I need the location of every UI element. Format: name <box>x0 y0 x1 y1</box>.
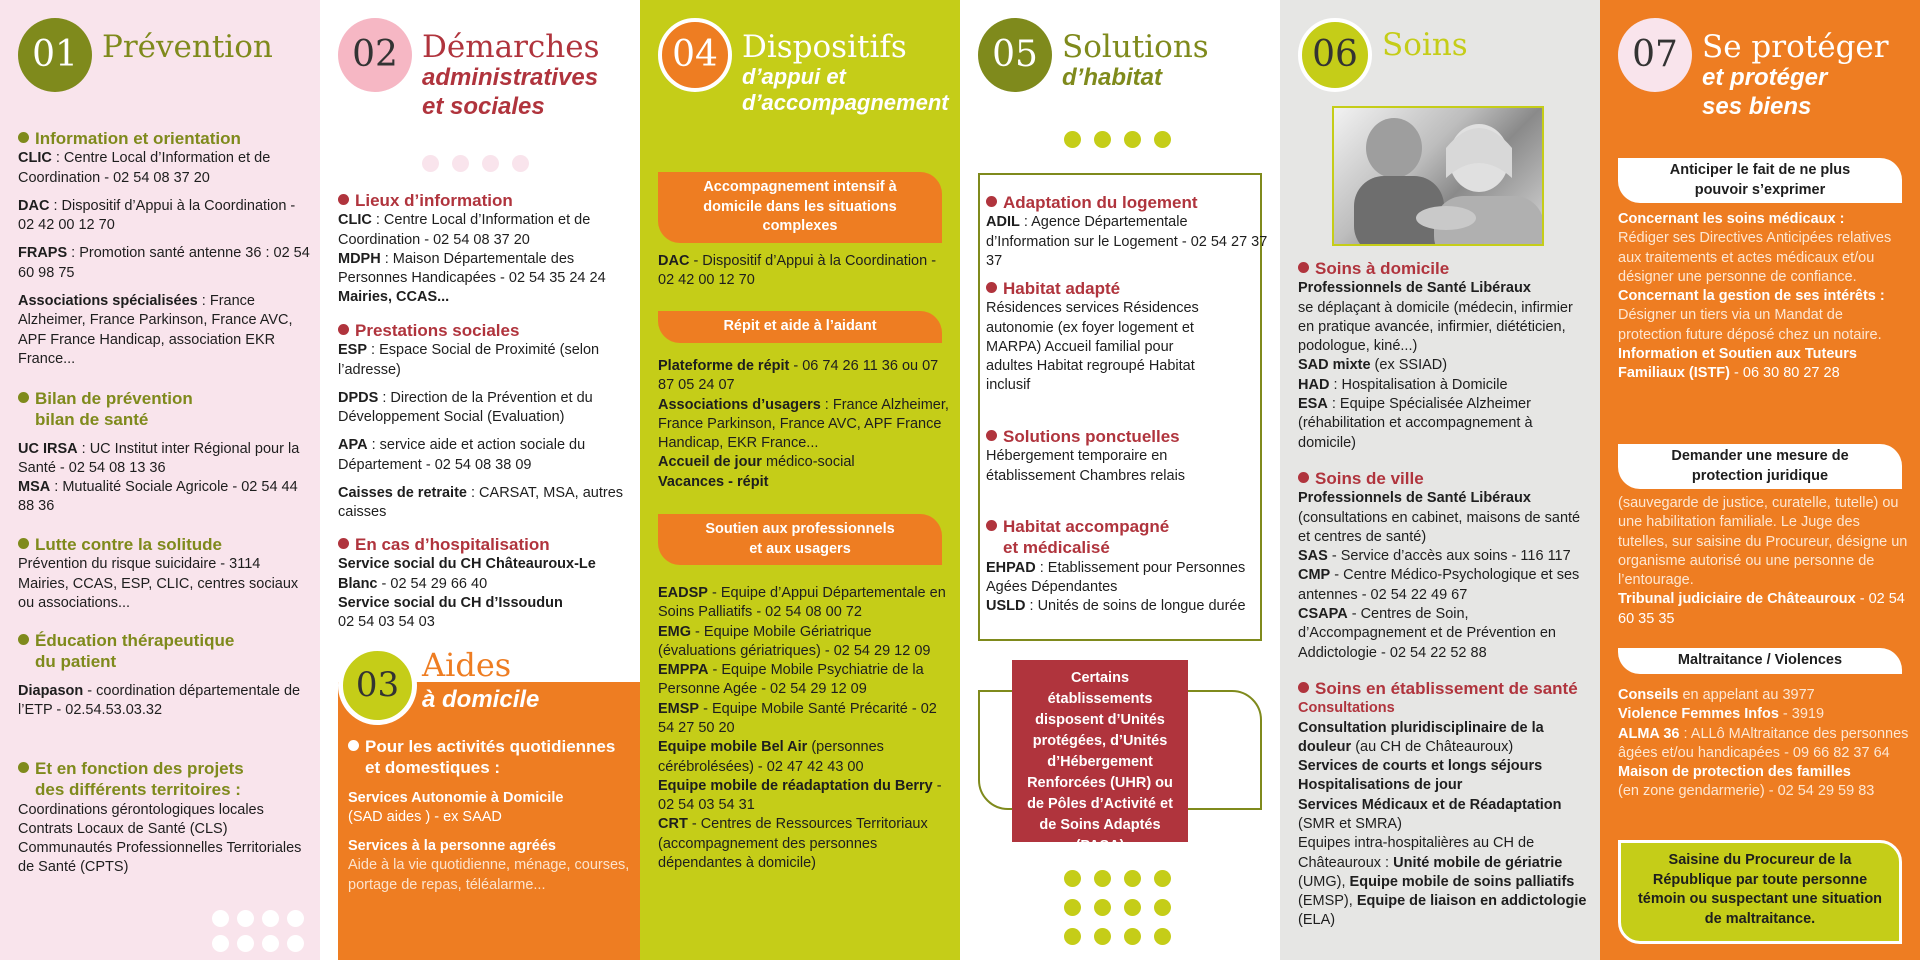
entry: Mairies, CCAS... <box>338 289 450 306</box>
entry: Prévention du risque suicidaire - 3114 Mairies, CCAS, ESP, CLIC, centres sociaux ou associations... <box>18 556 299 611</box>
bullet-icon <box>986 430 997 441</box>
dot <box>262 910 279 927</box>
aides-block <box>338 646 640 960</box>
saisine-procureur-box: Saisine du Procureur de la République par toute personne témoin ou suspectant une situation de maltraitance. <box>1618 840 1902 944</box>
entry: Hébergement temporaire en établissement Chambres relais <box>986 448 1186 484</box>
dot <box>482 155 499 172</box>
section-title: Solutions <box>1062 29 1209 65</box>
entry: Associations d’usagers : France Alzheimer, France Parkinson, France AVC, APF France Handicap, EKR France... <box>658 396 949 452</box>
entry: USLD : Unités de soins de longue durée <box>986 598 1246 615</box>
entry: MDPH : Maison Départementale des Personnes Handicapées - 02 54 35 24 24 <box>338 250 606 287</box>
entry: Rédiger ses Directives Anticipées relatives aux traitements et actes médicaux et/ou désigner une personne de confiance. <box>1618 230 1892 285</box>
dot <box>262 935 279 952</box>
bullet-icon <box>986 282 997 293</box>
dot <box>1064 899 1081 916</box>
section-number-badge: 02 <box>338 18 412 92</box>
category-pill: Anticiper le fait de ne plus pouvoir s’exprimer <box>1618 158 1902 203</box>
section-number-badge: 05 <box>978 18 1052 92</box>
dot <box>1154 928 1171 945</box>
bullet-icon <box>338 194 349 205</box>
header-titles <box>1062 18 1209 93</box>
ponctuelles-section <box>986 426 1270 486</box>
entry: FRAPS : Promotion santé antenne 36 : 02 54 60 98 75 <box>18 245 310 281</box>
accompagne-section <box>986 516 1270 616</box>
subsection-title: Soins en établissement de santé <box>1298 678 1596 699</box>
aides-title: Aides <box>422 646 512 684</box>
column-demarches <box>320 0 640 960</box>
dac-entry: DAC - Dispositif d’Appui à la Coordination - 02 42 00 12 70 <box>658 253 937 289</box>
entry: Aide à la vie quotidienne, ménage, courses, portage de repas, téléalarme... <box>348 857 630 893</box>
bullet-icon <box>338 538 349 549</box>
category-pill: Demander une mesure de protection juridique <box>1618 444 1902 489</box>
bullet-icon <box>348 740 359 751</box>
dot <box>452 155 469 172</box>
protection-juridique-section <box>1618 494 1910 629</box>
subsection-title: Prestations sociales <box>338 320 630 341</box>
section-number-badge: 03 <box>338 646 417 725</box>
dot <box>1124 899 1141 916</box>
bullet-icon <box>338 324 349 335</box>
section-subtitle: et protéger <box>1702 64 1828 92</box>
bullet-icon <box>1298 472 1309 483</box>
column-prevention <box>0 0 320 960</box>
entry-title: Services à la personne agréés <box>348 838 556 855</box>
unites-protegees-box: Certains établissements disposent d’Unités protégées, d’Unités d’Hébergement Renforcées (UHR) ou de Pôles d’Activité et de Soins Adaptés (PASA) <box>1012 660 1188 842</box>
subsection-title-line2: bilan de santé <box>35 410 149 430</box>
info-orientation-section <box>18 128 310 369</box>
entry: EMG - Equipe Mobile Gériatrique (évaluations gériatriques) - 02 54 29 12 09 <box>658 623 931 659</box>
bullet-icon <box>18 392 29 403</box>
dot <box>1124 870 1141 887</box>
section-subtitle: d’accompagnement <box>742 90 949 116</box>
entry: ALMA 36 : ALLô MAltraitance des personnes âgées et/ou handicapées - 09 66 82 37 64 <box>1618 725 1909 761</box>
entry: Equipe mobile Bel Air (personnes cérébrolésées) - 02 47 42 43 00 <box>658 739 884 775</box>
entry: (SAD aides ) - ex SAAD <box>348 808 502 825</box>
adaptation-section <box>986 192 1270 271</box>
subsection-title-line2: du patient <box>35 652 117 672</box>
dot <box>1094 899 1111 916</box>
entry: (en zone gendarmerie) - 02 54 29 59 83 <box>1618 783 1875 800</box>
bullet-icon <box>18 762 29 773</box>
dot <box>1064 870 1081 887</box>
photo-illustration-icon <box>1334 108 1544 246</box>
repit-section <box>658 357 950 492</box>
subsection-title: Soins à domicile <box>1298 258 1590 279</box>
category-pill: Accompagnement intensif à domicile dans les situations complexes <box>658 172 942 243</box>
consultations-label: Consultations <box>1298 700 1395 717</box>
section-subtitle: et sociales <box>422 92 545 120</box>
soins-ville-section <box>1298 468 1590 663</box>
entry: SAS - Service d’accès aux soins - 116 117 <box>1298 548 1571 565</box>
subsection-title-line2: et domestiques : <box>365 758 501 778</box>
entry: se déplaçant à domicile (médecin, infirmier en pratique avancée, infirmier, diététicien, podologue, kiné...) <box>1298 299 1573 355</box>
decorative-dots <box>212 910 304 952</box>
education-section <box>18 630 310 720</box>
subsection-title: En cas d’hospitalisation <box>338 534 630 555</box>
entry: Professionnels de Santé Libéraux <box>1298 490 1531 507</box>
entry: Plateforme de répit - 06 74 26 11 36 ou 07 87 05 24 07 <box>658 358 939 394</box>
entry: MSA : Mutualité Sociale Agricole - 02 54 44 88 36 <box>18 479 298 515</box>
subsection-title: Habitat accompagné <box>986 516 1270 537</box>
entry: Diapason - coordination départementale de l’ETP - 02.54.53.03.32 <box>18 682 301 718</box>
entry-title: Concernant les soins médicaux : <box>1618 211 1845 227</box>
entry: CSAPA - Centres de Soin, d’Accompagnement et de Prévention en Addictologie - 02 54 22 52 88 <box>1298 605 1556 661</box>
entry: Coordinations gérontologiques locales Contrats Locaux de Santé (CLS) Communautés Professionnelles Territoriales de Santé (CPTS) <box>18 801 302 876</box>
dot <box>1124 928 1141 945</box>
entry: Consultation pluridisciplinaire de la douleur (au CH de Châteauroux) <box>1298 719 1544 755</box>
entry: Equipes intra-hospitalières au CH de Châteauroux : Unité mobile de gériatrie (UMG), Equipe mobile de soins palliatifs (EMSP), Equipe de liaison en addictologie (ELA) <box>1298 835 1587 929</box>
subsection-title: Lieux d’information <box>338 190 630 211</box>
dot <box>287 910 304 927</box>
prevention-header <box>18 18 314 92</box>
subsection-title: Solutions ponctuelles <box>986 426 1270 447</box>
entry: (consultations en cabinet, maisons de santé et centres de santé) <box>1298 509 1581 545</box>
entry: (sauvegarde de justice, curatelle, tutelle) ou une habilitation familiale. Le Juge des tutelles, sur saisine du Procureur, désigne un organisme autorisé ou une personne de l’entourage. <box>1618 495 1908 589</box>
photo-caregiver <box>1332 106 1544 246</box>
entry: Hospitalisations de jour <box>1298 777 1463 794</box>
dot <box>1094 870 1111 887</box>
entry: Associations spécialisées : France Alzheimer, France Parkinson, France AVC, APF France Handicap, association EKR France... <box>18 292 293 367</box>
category-pill: Maltraitance / Violences <box>1618 648 1902 674</box>
dot <box>422 155 439 172</box>
lieux-section <box>338 190 630 308</box>
column-habitat <box>960 0 1280 960</box>
prestations-section <box>338 320 630 523</box>
dot <box>212 935 229 952</box>
entry-title: Concernant la gestion de ses intérêts : <box>1618 288 1885 305</box>
dot <box>1064 928 1081 945</box>
bullet-icon <box>18 538 29 549</box>
entry: APA : service aide et action sociale du Département - 02 54 08 38 09 <box>338 437 586 473</box>
maltraitance-section <box>1618 686 1910 802</box>
entry: CMP - Centre Médico-Psychologique et ses antennes - 02 54 22 49 67 <box>1298 567 1580 603</box>
subsection-title: Éducation thérapeutique <box>18 630 310 651</box>
bilan-section <box>18 388 310 517</box>
subsection-title: Habitat adapté <box>986 278 1270 299</box>
subsection-title: Bilan de prévention <box>18 388 310 409</box>
entry: EMSP - Equipe Mobile Santé Précarité - 02 54 27 50 20 <box>658 700 937 736</box>
entry: Services de courts et longs séjours <box>1298 758 1543 775</box>
header-titles <box>422 18 599 122</box>
bullet-icon <box>18 634 29 645</box>
header-titles <box>742 18 949 117</box>
entry: ESP : Espace Social de Proximité (selon l’adresse) <box>338 342 600 378</box>
proteger-header <box>1618 18 1914 122</box>
entry: Vacances - répit <box>658 473 769 490</box>
decorative-dots <box>1064 870 1188 945</box>
header-titles <box>1702 18 1889 122</box>
column-soins <box>1280 0 1600 960</box>
subsection-title: Pour les activités quotidiennes <box>348 736 630 757</box>
subsection-title: Soins de ville <box>1298 468 1590 489</box>
bullet-icon <box>986 196 997 207</box>
section-title: Démarches <box>422 29 600 65</box>
entry: EHPAD : Etablissement pour Personnes Agées Dépendantes <box>986 559 1246 595</box>
entry: Service social du CH Châteauroux-Le Blanc - 02 54 29 66 40 <box>338 556 596 592</box>
subsection-title-line2: et médicalisé <box>1003 538 1110 558</box>
entry: CRT - Centres de Ressources Territoriaux (accompagnement des personnes dépendantes à domicile) <box>658 816 928 871</box>
dot <box>1154 131 1171 148</box>
entry: CLIC : Centre Local d’Information et de Coordination - 02 54 08 37 20 <box>338 212 591 248</box>
dot <box>1064 131 1081 148</box>
entry: HAD : Hospitalisation à Domicile <box>1298 376 1508 393</box>
entry: SAD mixte (ex SSIAD) <box>1298 357 1448 374</box>
solitude-section <box>18 534 310 613</box>
section-title: Se protéger <box>1702 29 1889 65</box>
entry: DPDS : Direction de la Prévention et du Développement Social (Evaluation) <box>338 389 593 426</box>
section-number-badge: 01 <box>18 18 92 92</box>
category-pill: Répit et aide à l’aidant <box>658 311 942 343</box>
bullet-icon <box>986 520 997 531</box>
entry: Information et Soutien aux Tuteurs Familiaux (ISTF) - 06 30 80 27 28 <box>1618 345 1857 382</box>
section-number-badge: 06 <box>1298 18 1372 92</box>
section-number-badge: 07 <box>1618 18 1692 92</box>
entry: CLIC : Centre Local d’Information et de Coordination - 02 54 08 37 20 <box>18 150 271 186</box>
bullet-icon <box>1298 262 1309 273</box>
entry-title: Services Autonomie à Domicile <box>348 789 564 806</box>
dot <box>1124 131 1141 148</box>
entry: Désigner un tiers via un Mandat de protection future déposé chez un notaire. <box>1618 307 1882 343</box>
subsection-title-line2: des différents territoires : <box>35 780 241 800</box>
aides-content <box>348 736 630 895</box>
aides-subtitle: à domicile <box>422 686 540 713</box>
section-subtitle: administratives <box>422 64 599 92</box>
demarches-header <box>338 18 634 122</box>
section-subtitle: d’appui et <box>742 64 846 90</box>
bullet-icon <box>18 132 29 143</box>
entry: Caisses de retraite : CARSAT, MSA, autres caisses <box>338 484 624 521</box>
subsection-title: Information et orientation <box>18 128 310 149</box>
entry: DAC : Dispositif d’Appui à la Coordination - 02 42 00 12 70 <box>18 197 296 234</box>
entry: Résidences services Résidences autonomie (ex foyer logement et MARPA) Accueil familial pour adultes Habitat regroupé Habitat inclusif <box>986 300 1199 394</box>
dot <box>212 910 229 927</box>
entry: EADSP - Equipe d’Appui Départementale en Soins Palliatifs - 02 54 08 00 72 <box>658 585 946 621</box>
entry: EMPPA - Equipe Mobile Psychiatrie de la Personne Agée - 02 54 29 12 09 <box>658 662 924 698</box>
entry: Tribunal judiciaire de Châteauroux - 02 54 60 35 35 <box>1618 591 1905 627</box>
dot <box>287 935 304 952</box>
section-subtitle: ses biens <box>1702 92 1812 120</box>
dot <box>512 155 529 172</box>
entry: Equipe mobile de réadaptation du Berry - 02 54 03 54 31 <box>658 777 942 814</box>
dot <box>1154 870 1171 887</box>
section-number-badge: 04 <box>658 18 732 92</box>
dispositifs-header <box>658 18 954 117</box>
anticiper-section <box>1618 210 1910 384</box>
bullet-icon <box>1298 682 1309 693</box>
decorative-dots <box>422 155 529 172</box>
entry: Professionnels de Santé Libéraux <box>1298 280 1531 297</box>
entry: Conseils en appelant au 3977 <box>1618 687 1815 703</box>
subsection-title: Et en fonction des projets <box>18 758 310 779</box>
entry: Services Médicaux et de Réadaptation (SMR et SMRA) <box>1298 796 1562 832</box>
soins-etablissement-section <box>1298 678 1596 931</box>
soutien-section <box>658 584 950 873</box>
dot <box>1094 928 1111 945</box>
habitat-adapte-section <box>986 278 1270 396</box>
entry: ADIL : Agence Départementale d’Information sur le Logement - 02 54 27 37 37 <box>986 214 1268 269</box>
entry: Service social du CH d’Issoudun 02 54 03 54 03 <box>338 594 563 631</box>
dot <box>1094 131 1111 148</box>
dot <box>1154 899 1171 916</box>
territoires-section <box>18 758 310 878</box>
entry: Maison de protection des familles <box>1618 764 1851 781</box>
entry: ESA : Equipe Spécialisée Alzheimer (réhabilitation et accompagnement à domicile) <box>1298 395 1533 451</box>
subsection-title: Lutte contre la solitude <box>18 534 310 555</box>
soins-domicile-section <box>1298 258 1590 453</box>
entry: UC IRSA : UC Institut inter Régional pour la Santé - 02 54 08 13 36 <box>18 440 300 476</box>
decorative-dots <box>1064 131 1171 148</box>
hospitalisation-section <box>338 534 630 632</box>
habitat-header <box>978 18 1274 93</box>
section-title: Prévention <box>102 29 273 65</box>
section-subtitle: d’habitat <box>1062 64 1162 92</box>
entry: Violence Femmes Infos - 3919 <box>1618 706 1825 723</box>
dot <box>237 910 254 927</box>
soins-header <box>1298 18 1594 92</box>
dot <box>237 935 254 952</box>
column-dispositifs <box>640 0 960 960</box>
category-pill: Soutien aux professionnels et aux usagers <box>658 514 942 565</box>
section-title: Dispositifs <box>742 29 907 65</box>
subsection-title: Adaptation du logement <box>986 192 1270 213</box>
entry: Accueil de jour médico-social <box>658 454 855 471</box>
column-proteger <box>1600 0 1920 960</box>
section-title: Soins <box>1382 27 1468 63</box>
